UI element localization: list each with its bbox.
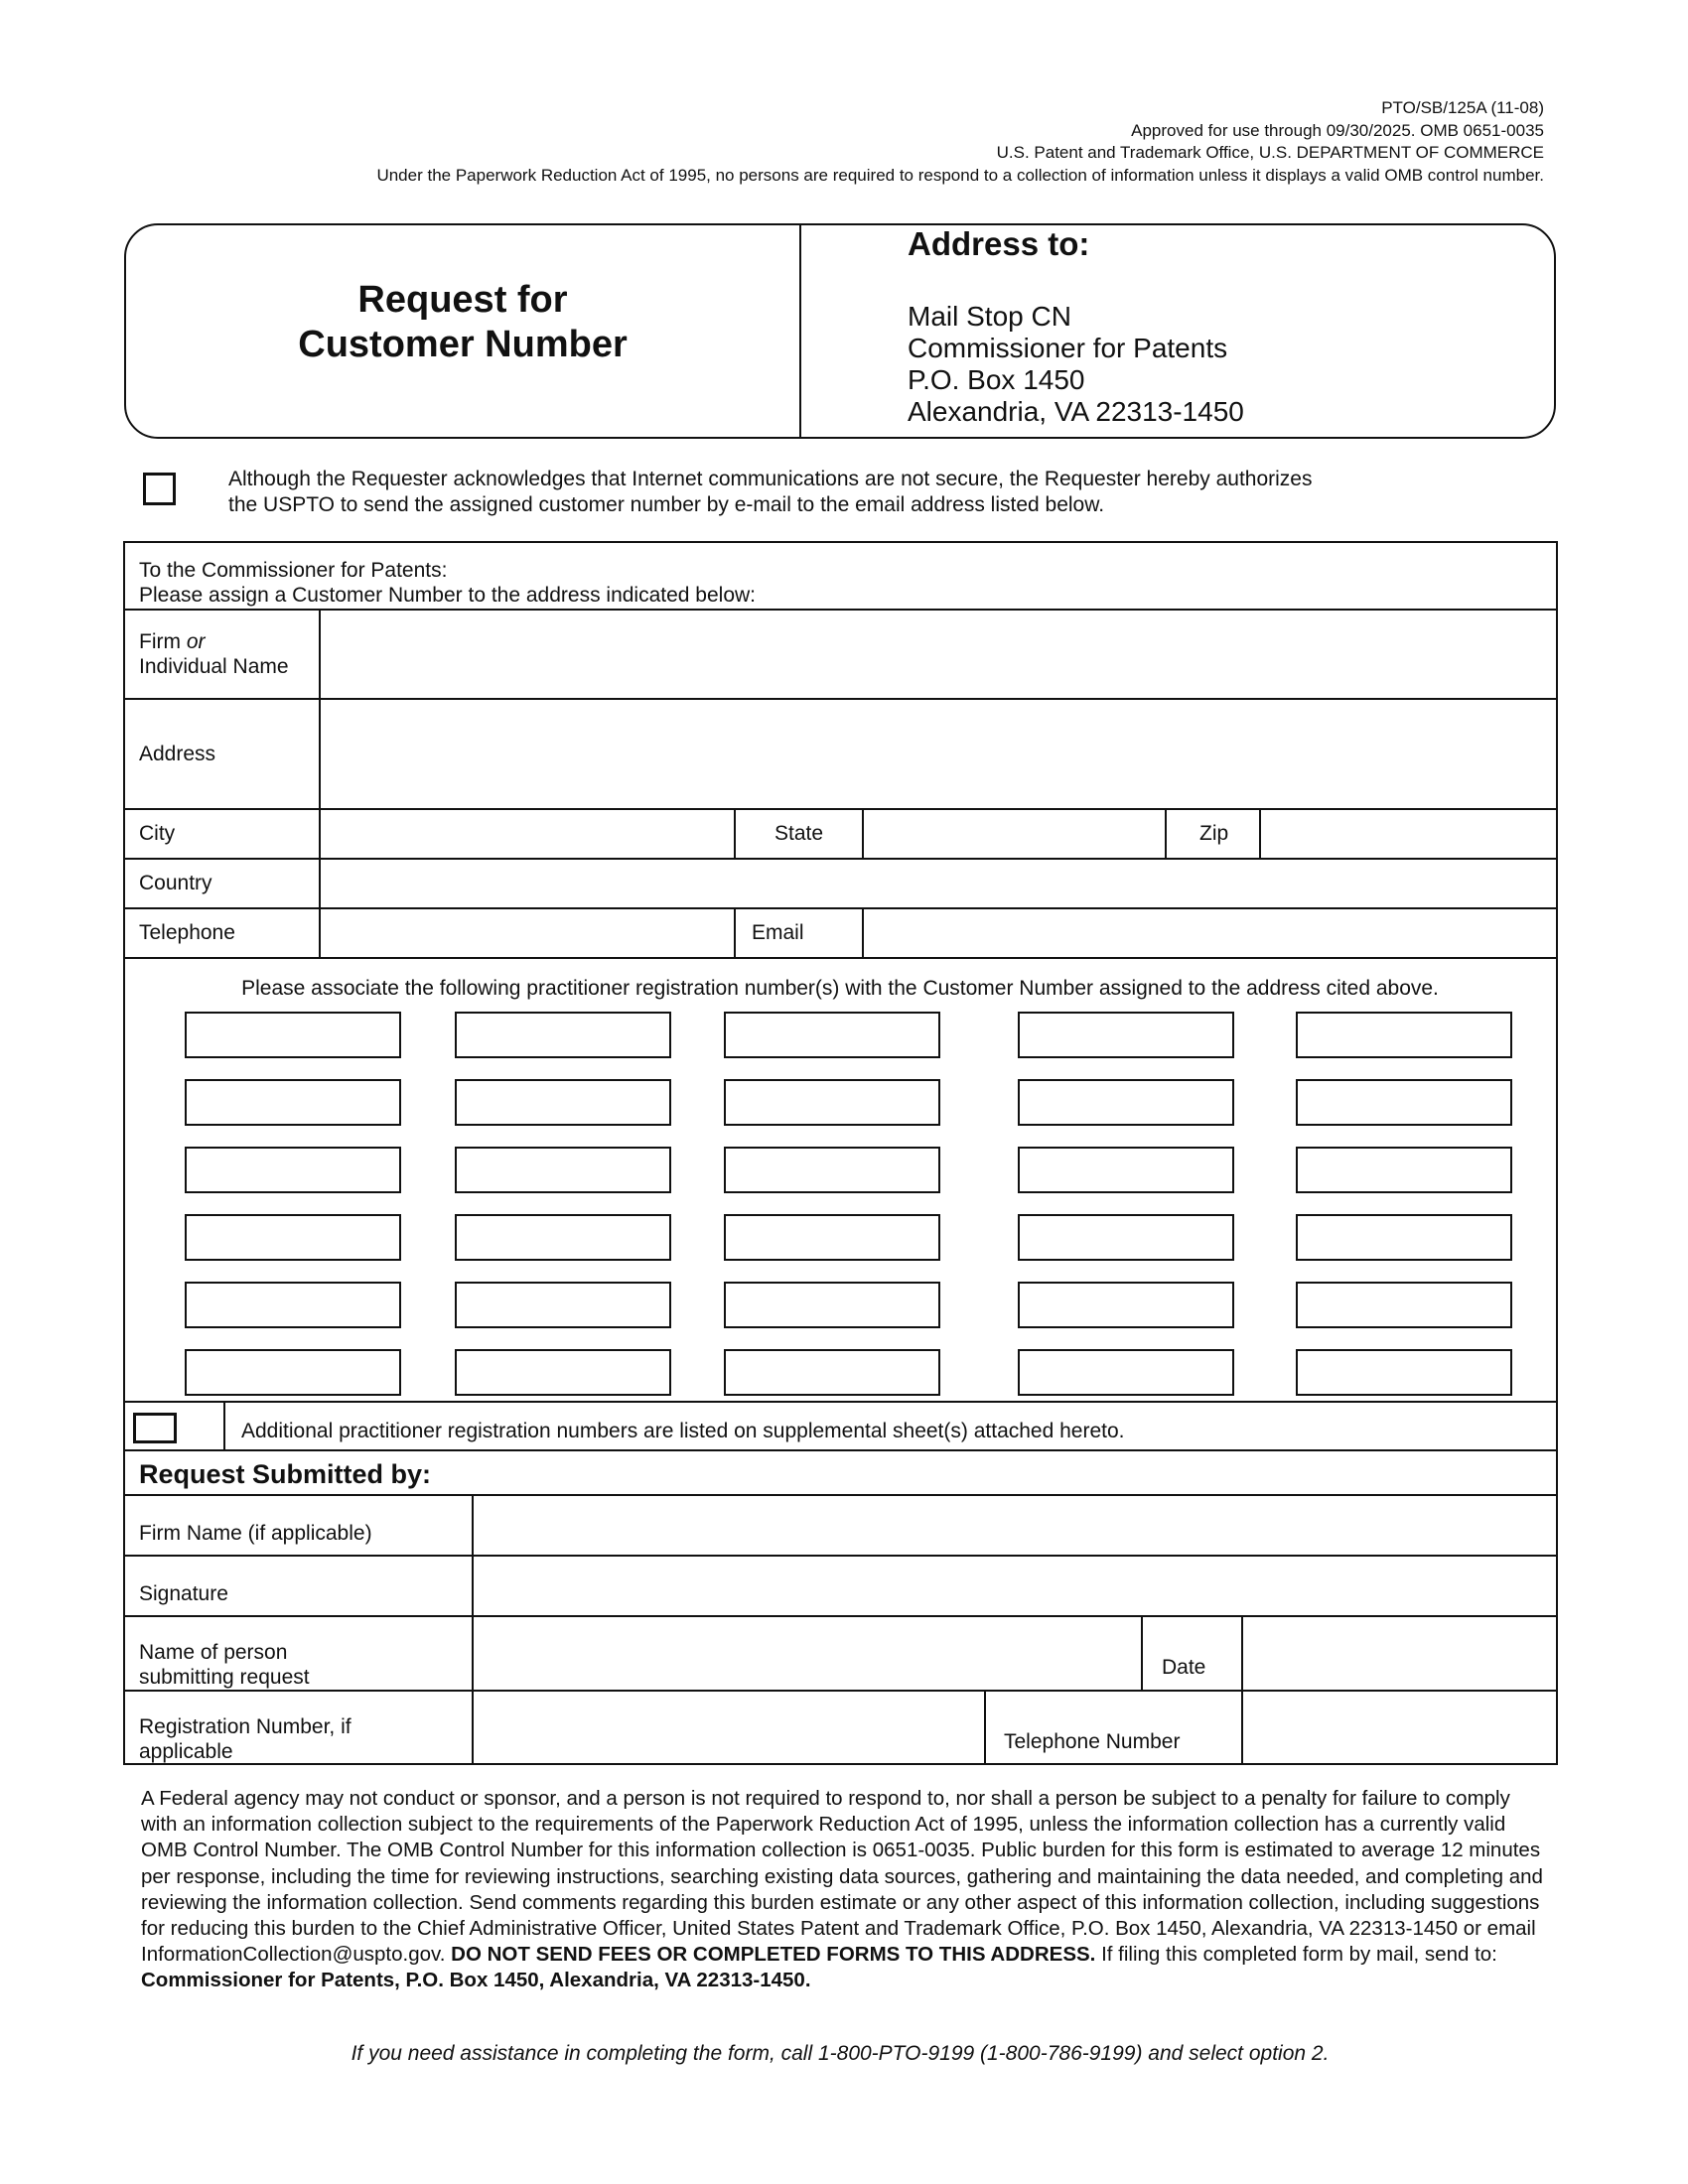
address-label: Address <box>139 743 216 765</box>
burden-statement <box>141 1786 1551 1994</box>
registration-number-input[interactable] <box>1296 1147 1512 1193</box>
row-divider <box>123 1615 1558 1617</box>
registration-number-input[interactable] <box>724 1214 940 1261</box>
registration-number-label-line1: Registration Number, if <box>139 1715 352 1738</box>
registration-number-input[interactable] <box>724 1282 940 1328</box>
registration-number-input[interactable] <box>1018 1349 1234 1396</box>
title-divider <box>799 225 801 437</box>
registration-number-input[interactable] <box>724 1349 940 1396</box>
cell-divider <box>862 907 864 957</box>
registration-number-input[interactable] <box>724 1012 940 1058</box>
registration-number-input[interactable] <box>1018 1214 1234 1261</box>
email-consent-checkbox[interactable] <box>143 473 176 505</box>
registration-number-input[interactable] <box>185 1012 401 1058</box>
submitter-firm-name-field[interactable] <box>475 1497 1555 1554</box>
state-label: State <box>774 822 824 845</box>
submitter-name-label-line1: Name of person <box>139 1641 288 1664</box>
email-consent-line1: Although the Requester acknowledges that Internet communications are not secure, the Requester hereby authorizes <box>228 468 1313 490</box>
registration-number-input[interactable] <box>185 1147 401 1193</box>
submitter-name-label-line2: submitting request <box>139 1666 310 1689</box>
email-label: Email <box>752 921 804 944</box>
row-divider <box>123 1555 1558 1557</box>
intro-line1: To the Commissioner for Patents: <box>139 559 448 582</box>
label-column-divider <box>472 1494 474 1763</box>
address-line: P.O. Box 1450 <box>908 364 1085 395</box>
registration-number-input[interactable] <box>1296 1079 1512 1126</box>
registration-number-input[interactable] <box>1018 1147 1234 1193</box>
telephone-number-field[interactable] <box>1244 1693 1555 1762</box>
practitioner-instruction: Please associate the following practitioner registration number(s) with the Customer Number assigned to the address cited above. <box>241 977 1439 1000</box>
row-divider <box>123 698 1558 700</box>
email-field[interactable] <box>865 910 1555 956</box>
address-line: Commissioner for Patents <box>908 333 1228 363</box>
submitter-name-field[interactable] <box>475 1618 1140 1689</box>
telephone-number-label: Telephone Number <box>1004 1730 1181 1753</box>
cell-divider <box>734 808 736 858</box>
registration-number-input[interactable] <box>455 1282 671 1328</box>
registration-number-input[interactable] <box>1296 1214 1512 1261</box>
cell-divider <box>862 808 864 858</box>
row-divider <box>123 858 1558 860</box>
cell-divider <box>223 1401 225 1449</box>
registration-number-input[interactable] <box>1296 1012 1512 1058</box>
zip-field[interactable] <box>1262 811 1555 857</box>
no-fees-notice: DO NOT SEND FEES OR COMPLETED FORMS TO THIS ADDRESS. <box>451 1943 1096 1967</box>
country-field[interactable] <box>322 861 1555 906</box>
row-divider <box>123 907 1558 909</box>
omb-approval: Approved for use through 09/30/2025. OMB 0651-0035 <box>1131 120 1544 140</box>
signature-field[interactable] <box>475 1558 1555 1614</box>
registration-number-input[interactable] <box>455 1147 671 1193</box>
cell-divider <box>734 907 736 957</box>
mail-address: Commissioner for Patents, P.O. Box 1450, Alexandria, VA 22313-1450. <box>141 1969 811 1992</box>
submitted-by-heading: Request Submitted by: <box>139 1459 432 1489</box>
signature-label: Signature <box>139 1582 228 1605</box>
registration-number-input[interactable] <box>724 1079 940 1126</box>
submitter-name-label <box>139 1640 310 1690</box>
form-title <box>126 278 799 367</box>
address-line: Alexandria, VA 22313-1450 <box>908 396 1244 427</box>
mail-instruction: If filing this completed form by mail, send to: <box>1101 1943 1497 1967</box>
table-border-left <box>123 541 125 1764</box>
submitter-registration-number-field[interactable] <box>475 1693 983 1762</box>
registration-number-label <box>139 1714 352 1764</box>
telephone-label: Telephone <box>139 921 235 944</box>
request-intro <box>139 558 756 608</box>
registration-number-input[interactable] <box>455 1214 671 1261</box>
firm-name-label <box>139 629 289 679</box>
burden-text: A Federal agency may not conduct or sponsor, and a person is not required to respond to, nor shall a person be subject to a penalty for failure to comply with an information collection subject to the requirements of the Paperwork Reduction Act of 1995, unless the information collection has a currently valid OMB Control Number. The OMB Control Number for this information collection is 0651-0035. Public burden for this form is estimated to average 12 minutes per response, including the time for reviewing instructions, searching existing data sources, gathering and maintaining the data needed, and completing and reviewing the information collection. Send comments regarding this burden estimate or any other aspect of this information collection, including suggestions for reducing this burden to the Chief Administrative Officer, United States Patent and Trademark Office, P.O. Box 1450, Alexandria, VA 22313-1450 or email InformationCollection@uspto.gov. <box>141 1787 1543 1967</box>
registration-number-input[interactable] <box>1296 1282 1512 1328</box>
row-divider <box>123 1449 1558 1451</box>
label-column-divider <box>319 609 321 957</box>
registration-number-label-line2: applicable <box>139 1740 233 1763</box>
form-title-line2: Customer Number <box>298 324 628 365</box>
email-consent-text <box>228 467 1519 518</box>
intro-line2: Please assign a Customer Number to the address indicated below: <box>139 584 756 607</box>
cell-divider <box>1241 1615 1243 1763</box>
firm-label-text: Firm <box>139 630 181 653</box>
city-field[interactable] <box>322 811 733 857</box>
registration-number-input[interactable] <box>185 1349 401 1396</box>
table-border-right <box>1556 541 1558 1764</box>
row-divider <box>123 609 1558 611</box>
registration-number-input[interactable] <box>1018 1282 1234 1328</box>
row-divider <box>123 1494 1558 1496</box>
firm-label-line2: Individual Name <box>139 655 289 678</box>
supplemental-sheets-text: Additional practitioner registration numbers are listed on supplemental sheet(s) attached hereto. <box>241 1420 1125 1442</box>
form-header <box>149 97 1544 187</box>
cell-divider <box>1141 1615 1143 1690</box>
cell-divider <box>984 1690 986 1763</box>
zip-label: Zip <box>1199 822 1229 845</box>
form-id: PTO/SB/125A (11-08) <box>1381 98 1544 117</box>
row-divider <box>123 1401 1558 1403</box>
assistance-note: If you need assistance in completing the form, call 1-800-PTO-9199 (1-800-786-9199) and select option 2. <box>351 2042 1330 2065</box>
address-line: Mail Stop CN <box>908 301 1071 332</box>
registration-number-input[interactable] <box>455 1012 671 1058</box>
registration-number-input[interactable] <box>1018 1012 1234 1058</box>
registration-number-input[interactable] <box>724 1147 940 1193</box>
row-divider <box>123 1690 1558 1692</box>
mailing-address <box>908 301 1244 428</box>
state-field[interactable] <box>865 811 1164 857</box>
registration-number-input[interactable] <box>185 1282 401 1328</box>
row-divider <box>123 957 1558 959</box>
firm-name-applicable-label: Firm Name (if applicable) <box>139 1522 372 1545</box>
table-border-top <box>123 541 1558 543</box>
date-field[interactable] <box>1244 1618 1555 1689</box>
email-consent-line2: the USPTO to send the assigned customer number by e-mail to the email address listed below. <box>228 493 1105 516</box>
city-label: City <box>139 822 176 845</box>
country-label: Country <box>139 872 212 894</box>
registration-number-input[interactable] <box>455 1349 671 1396</box>
address-field[interactable] <box>322 701 1555 807</box>
cell-divider <box>1259 808 1261 858</box>
cell-divider <box>1165 808 1167 858</box>
firm-name-field[interactable] <box>322 612 1555 697</box>
registration-number-input[interactable] <box>185 1214 401 1261</box>
form-title-line1: Request for <box>357 279 568 321</box>
address-to-label: Address to: <box>908 225 1090 262</box>
row-divider <box>123 808 1558 810</box>
registration-number-input[interactable] <box>1296 1349 1512 1396</box>
registration-number-input[interactable] <box>455 1079 671 1126</box>
agency-name: U.S. Patent and Trademark Office, U.S. DEPARTMENT OF COMMERCE <box>996 143 1544 162</box>
date-label: Date <box>1162 1656 1206 1679</box>
telephone-field[interactable] <box>322 910 733 956</box>
firm-label-or: or <box>186 630 206 653</box>
registration-number-input[interactable] <box>1018 1079 1234 1126</box>
paperwork-notice: Under the Paperwork Reduction Act of 1995, no persons are required to respond to a collection of information unless it displays a valid OMB control number. <box>376 165 1544 185</box>
registration-number-input[interactable] <box>185 1079 401 1126</box>
supplemental-sheets-checkbox[interactable] <box>133 1413 177 1443</box>
